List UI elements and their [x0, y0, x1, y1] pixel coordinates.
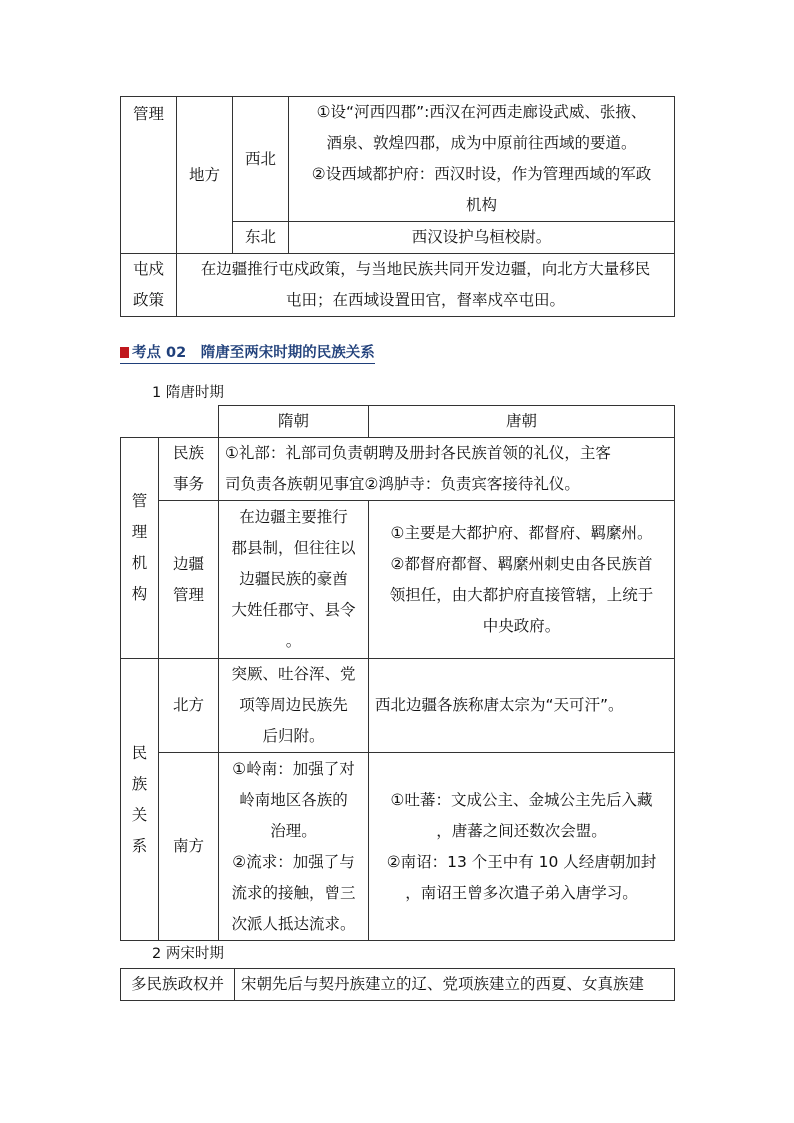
section-heading	[120, 344, 375, 364]
col-sui: 隋朝	[219, 406, 369, 438]
northeast-label: 东北	[233, 222, 289, 254]
north-sui: 突厥、吐谷浑、党 项等周边民族先 后归附。	[219, 659, 369, 753]
ethnic-affairs-text: ①礼部：礼部司负责朝聘及册封各民族首领的礼仪，主客 司负责各族朝见事宜②鸿胪寺：负责宾客接待礼仪。	[219, 438, 675, 501]
admin-label-cell	[121, 97, 177, 254]
local-label-cell	[177, 97, 233, 254]
corner-cell	[121, 406, 219, 438]
song-table	[120, 968, 675, 1001]
relations-label: 民族关系	[131, 743, 148, 855]
south-tang: ①吐蕃：文成公主、金城公主先后入藏 ，唐蕃之间还数次会盟。 ②南诏：13 个王中有 10 人经唐朝加封 ，南诏王曾多次遣子弟入唐学习。	[369, 753, 675, 941]
northwest-label: 西北	[244, 149, 276, 168]
subheading-song: 2 两宋时期	[152, 946, 224, 962]
col-tang: 唐朝	[369, 406, 675, 438]
subheading-sui-tang: 1 隋唐时期	[152, 385, 224, 401]
manage-label-cell	[121, 438, 159, 659]
han-frontier-table	[120, 96, 675, 317]
admin-label: 管理	[132, 105, 164, 123]
local-label: 地方	[188, 165, 220, 184]
heading-marker-icon	[120, 347, 129, 358]
north-label: 北方	[159, 659, 219, 753]
border-sui: 在边疆主要推行 郡县制，但往往以 边疆民族的豪酋 大姓任郡守、县令 。	[219, 501, 369, 659]
song-label: 多民族政权并	[121, 969, 235, 1001]
border-label: 边疆 管理	[159, 501, 219, 659]
border-tang: ①主要是大都护府、都督府、羁縻州。 ②都督府都督、羁縻州刺史由各民族首 领担任，由大都护府直接管辖，上统于 中央政府。	[369, 501, 675, 659]
northwest-label-cell	[233, 97, 289, 222]
sui-tang-table	[120, 405, 675, 941]
northeast-text: 西汉设护乌桓校尉。	[289, 222, 675, 254]
manage-label: 管理机构	[131, 492, 148, 603]
tuntian-label: 屯戍 政策	[121, 254, 177, 317]
song-text: 宋朝先后与契丹族建立的辽、党项族建立的西夏、女真族建	[235, 969, 675, 1001]
south-label: 南方	[159, 753, 219, 941]
ethnic-affairs-label: 民族 事务	[159, 438, 219, 501]
south-sui: ①岭南：加强了对 岭南地区各族的 治理。 ②流求：加强了与 流求的接触，曾三 次派人抵达流求。	[219, 753, 369, 941]
relations-label-cell	[121, 659, 159, 941]
tuntian-text: 在边疆推行屯戍政策，与当地民族共同开发边疆，向北方大量移民 屯田；在西域设置田官，督率戍卒屯田。	[177, 254, 675, 317]
northwest-text: ①设“河西四郡”:西汉在河西走廊设武威、张掖、 酒泉、敦煌四郡，成为中原前往西域的要道。 ②设西域都护府：西汉时设，作为管理西域的军政 机构	[289, 97, 675, 222]
north-tang: 西北边疆各族称唐太宗为“天可汗”。	[369, 659, 675, 753]
section-heading-text: 考点 02 隋唐至两宋时期的民族关系	[132, 345, 375, 361]
